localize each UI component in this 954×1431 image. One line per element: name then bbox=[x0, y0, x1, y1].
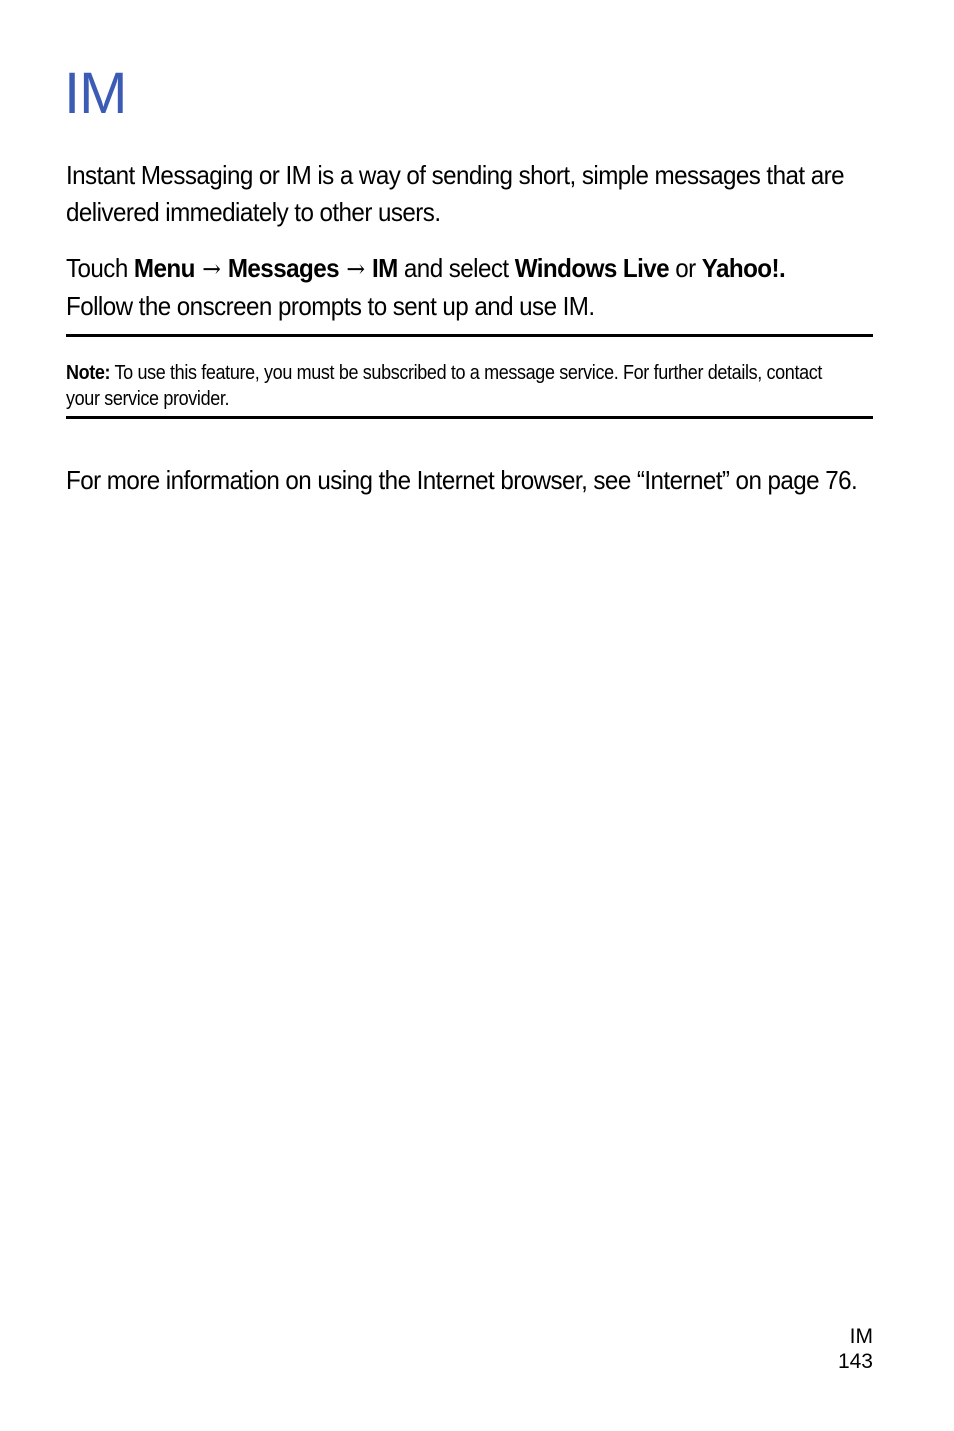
note-box bbox=[66, 360, 858, 412]
touch-text: Touch bbox=[66, 253, 128, 283]
page-title: IM bbox=[64, 61, 127, 126]
note-bottom-rule bbox=[66, 416, 873, 419]
note-top-rule bbox=[66, 334, 873, 337]
page-number: 143 bbox=[837, 1350, 873, 1373]
messages-label: Messages bbox=[227, 253, 339, 283]
im-label: IM bbox=[371, 253, 398, 283]
windows-live-label: Windows Live bbox=[514, 253, 670, 283]
intro-paragraph: Instant Messaging or IM is a way of sending short, simple messages that are delivered immediately to other users. bbox=[66, 160, 844, 227]
menu-label: Menu bbox=[133, 253, 195, 283]
or-text: or bbox=[675, 253, 696, 283]
and-select-text: and select bbox=[403, 253, 509, 283]
instructions-paragraph bbox=[66, 250, 875, 325]
yahoo-label: Yahoo!. bbox=[701, 253, 786, 283]
note-text: To use this feature, you must be subscribed to a message service. For further details, contact your service provider. bbox=[66, 362, 823, 410]
follow-text: Follow the onscreen prompts to sent up and use IM. bbox=[66, 291, 595, 321]
note-label: Note: bbox=[66, 362, 111, 384]
arrow-right-icon: → bbox=[202, 255, 221, 283]
more-info-paragraph: For more information on using the Internet browser, see “Internet” on page 76. bbox=[66, 465, 858, 495]
arrow-right-icon: → bbox=[346, 255, 365, 283]
footer-section: IM bbox=[849, 1325, 873, 1348]
page-footer bbox=[838, 1324, 873, 1374]
